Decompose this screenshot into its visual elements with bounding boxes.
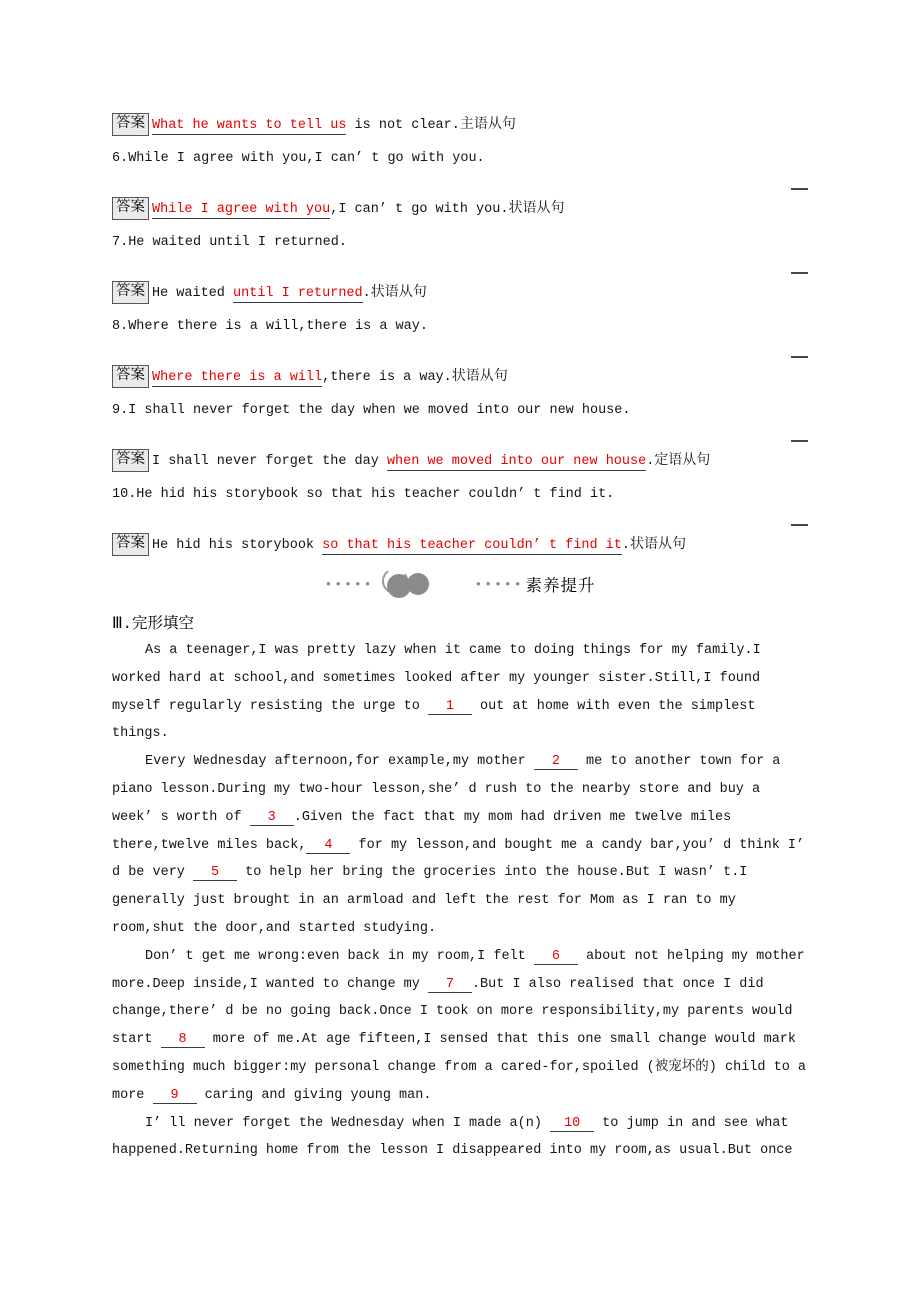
blank-answer-line	[112, 423, 808, 442]
answer-pre-text: I shall never forget the day	[152, 454, 387, 469]
cloze-paragraph-2	[112, 748, 808, 943]
cloze-paragraph-4	[112, 1110, 808, 1166]
answer-blank-dash	[791, 188, 808, 190]
cloze-paragraph-1	[112, 637, 808, 748]
blank-answer-line	[112, 255, 808, 274]
cloze-blank-8: 8	[161, 1032, 205, 1048]
answer-underlined-text: What he wants to tell us	[152, 118, 347, 133]
question-item-6: 6.While I agree with you,I can’ t go with you.	[112, 151, 485, 166]
answer-row-9	[112, 449, 808, 474]
answer-blank-dash	[791, 524, 808, 526]
divider-title: 素养提升	[525, 577, 596, 596]
cloze-blank-7: 7	[428, 977, 472, 993]
answer-underlined-text: so that his teacher couldn’ t find it	[322, 538, 622, 553]
clause-type-label: 状语从句	[630, 537, 686, 553]
answer-row-6	[112, 197, 808, 222]
cloze-blank-1: 1	[428, 699, 472, 715]
cloze-text: me to another town for a piano lesson.During my two-hour lesson,she’ d rush to the nearby store and buy a week’ s worth of	[112, 754, 781, 825]
cloze-blank-9: 9	[153, 1088, 197, 1104]
cloze-text: Don’ t get me wrong:even back in my room,I felt	[145, 948, 534, 964]
answer-label-badge: 答案	[112, 281, 149, 304]
section-divider	[112, 566, 808, 602]
cloze-blank-3: 3	[250, 810, 294, 826]
answer-underlined-text: until I returned	[233, 286, 363, 301]
divider-dots-right: •••••	[474, 576, 524, 592]
cloze-text: I’ ll never forget the Wednesday when I made a(n)	[145, 1115, 551, 1131]
answer-row-10	[112, 533, 808, 558]
cloze-text: to help her bring the groceries into the house.But I wasn’ t.I generally just brought in an armload and left the rest for Mom as I ran to my room,shut the door,and started studying.	[112, 865, 748, 936]
answer-underlined-text: Where there is a will	[152, 370, 323, 385]
answer-row-8	[112, 365, 808, 390]
question-item-9: 9.I shall never forget the day when we moved into our new house.	[112, 403, 631, 418]
blank-answer-line	[112, 339, 808, 358]
cloze-text: As a teenager,I was pretty lazy when it came to doing things for my family.I worked hard at school,and sometimes looked after my younger sister.Still,I found myself regularly resisting the urge to	[112, 643, 761, 714]
clause-type-label: 主语从句	[459, 117, 516, 133]
cloze-text: out at home with even the simplest things.	[112, 698, 756, 742]
blank-answer-line	[112, 171, 808, 190]
cloze-blank-6: 6	[534, 949, 578, 965]
question-item-8: 8.Where there is a will,there is a way.	[112, 319, 428, 334]
answer-label-badge: 答案	[112, 533, 149, 556]
cloze-section-title: Ⅲ.完形填空	[112, 615, 194, 633]
cloze-text: Every Wednesday afternoon,for example,my mother	[145, 754, 534, 770]
cloze-text: more of me.At age fifteen,I sensed that this one small change would mark something much bigger:my personal change from a cared-for,spoiled (被宠坏的) child to a more	[112, 1032, 807, 1103]
blank-answer-line	[112, 507, 808, 526]
clause-type-label: 状语从句	[451, 369, 508, 385]
answer-label-badge: 答案	[112, 449, 149, 472]
answer-post-text: .	[646, 454, 655, 469]
cloze-text: about not helping my mother more.Deep inside,I wanted to change my	[112, 948, 805, 992]
answer-post-text: .	[362, 286, 371, 301]
cloze-text: for my lesson,and bought me a candy bar,you’ d think I’ d be very	[112, 837, 805, 881]
answer-row-7	[112, 281, 808, 306]
cloze-blank-4: 4	[306, 838, 350, 854]
answer-row-5	[112, 113, 808, 138]
clause-type-label: 状语从句	[370, 285, 427, 301]
answer-underlined-text: when we moved into our new house	[386, 454, 647, 469]
answer-blank-dash	[791, 356, 808, 358]
cloze-text: to jump in and see what happened.Returning home from the lesson I disappeared into my room,as usual.But once	[112, 1115, 793, 1159]
question-item-10: 10.He hid his storybook so that his teacher couldn’ t find it.	[112, 487, 615, 502]
cloze-text: caring and giving young man.	[196, 1087, 432, 1103]
clause-type-label: 状语从句	[508, 201, 565, 217]
answer-post-text: ,there is a way.	[322, 370, 452, 385]
answer-pre-text: He waited	[152, 286, 234, 301]
question-item-7: 7.He waited until I returned.	[112, 235, 347, 250]
answer-post-text: .	[621, 538, 630, 553]
answer-post-text: ,I can’ t go with you.	[330, 202, 509, 217]
answer-blank-dash	[791, 272, 808, 274]
answer-blank-dash	[791, 440, 808, 442]
clause-type-label: 定语从句	[654, 453, 711, 469]
answer-label-badge: 答案	[112, 365, 149, 388]
divider-dots-left: •••••	[324, 576, 374, 592]
answer-underlined-text: While I agree with you	[152, 202, 331, 217]
cloze-text: .But I also realised that once I did change,there’ d be no going back.Once I took on more responsibility,my parents would start	[112, 976, 793, 1048]
cloze-paragraph-3	[112, 943, 808, 1110]
cloze-blank-5: 5	[193, 865, 237, 881]
answer-post-text: is not clear.	[346, 118, 460, 133]
answer-label-badge: 答案	[112, 113, 149, 136]
cloze-blank-10: 10	[550, 1116, 594, 1132]
overlapping-circles-icon	[379, 568, 433, 600]
answer-label-badge: 答案	[112, 197, 149, 220]
cloze-text: .Given the fact that my mom had driven me twelve miles there,twelve miles back,	[112, 809, 732, 853]
cloze-blank-2: 2	[534, 754, 578, 770]
answer-pre-text: He hid his storybook	[152, 538, 323, 553]
